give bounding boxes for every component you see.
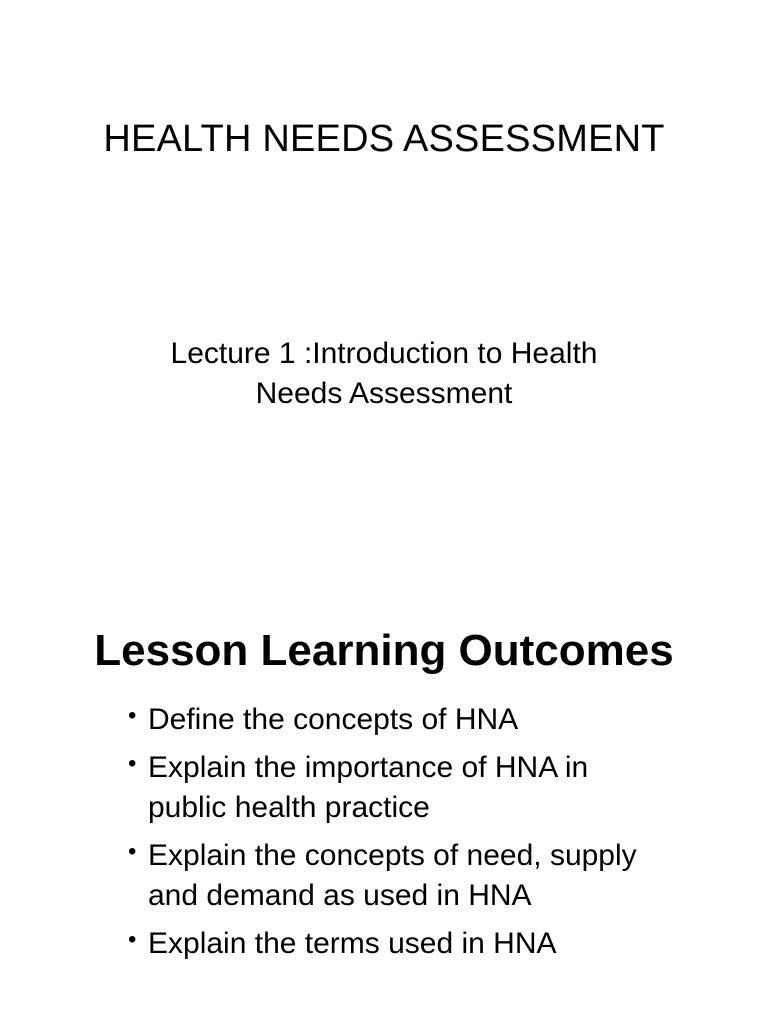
- outcome-line-1: Define the concepts of HNA: [148, 703, 519, 736]
- lecture-subtitle: [134, 334, 634, 414]
- presentation-title: HEALTH NEEDS ASSESSMENT: [103, 118, 665, 160]
- outcome-line-1: Explain the terms used in HNA: [148, 927, 557, 960]
- list-item: [128, 924, 718, 964]
- outcomes-list: [128, 700, 718, 972]
- bullet-icon: •: [128, 838, 137, 865]
- subtitle-line-2: Needs Assessment: [255, 377, 513, 410]
- outcomes-heading: Lesson Learning Outcomes: [94, 626, 674, 675]
- list-item: [128, 748, 718, 828]
- list-item: [128, 700, 718, 740]
- outcome-line-2: and demand as used in HNA: [148, 879, 532, 912]
- bullet-icon: •: [128, 926, 137, 953]
- list-item: [128, 836, 718, 916]
- bullet-icon: •: [128, 702, 137, 729]
- outcome-line-1: Explain the importance of HNA in: [148, 751, 589, 784]
- outcomes-slide: [0, 576, 768, 1024]
- outcome-line-2: public health practice: [148, 791, 430, 824]
- bullet-icon: •: [128, 750, 137, 777]
- subtitle-line-1: Lecture 1 :Introduction to Health: [170, 337, 598, 370]
- outcome-line-1: Explain the concepts of need, supply: [148, 839, 637, 872]
